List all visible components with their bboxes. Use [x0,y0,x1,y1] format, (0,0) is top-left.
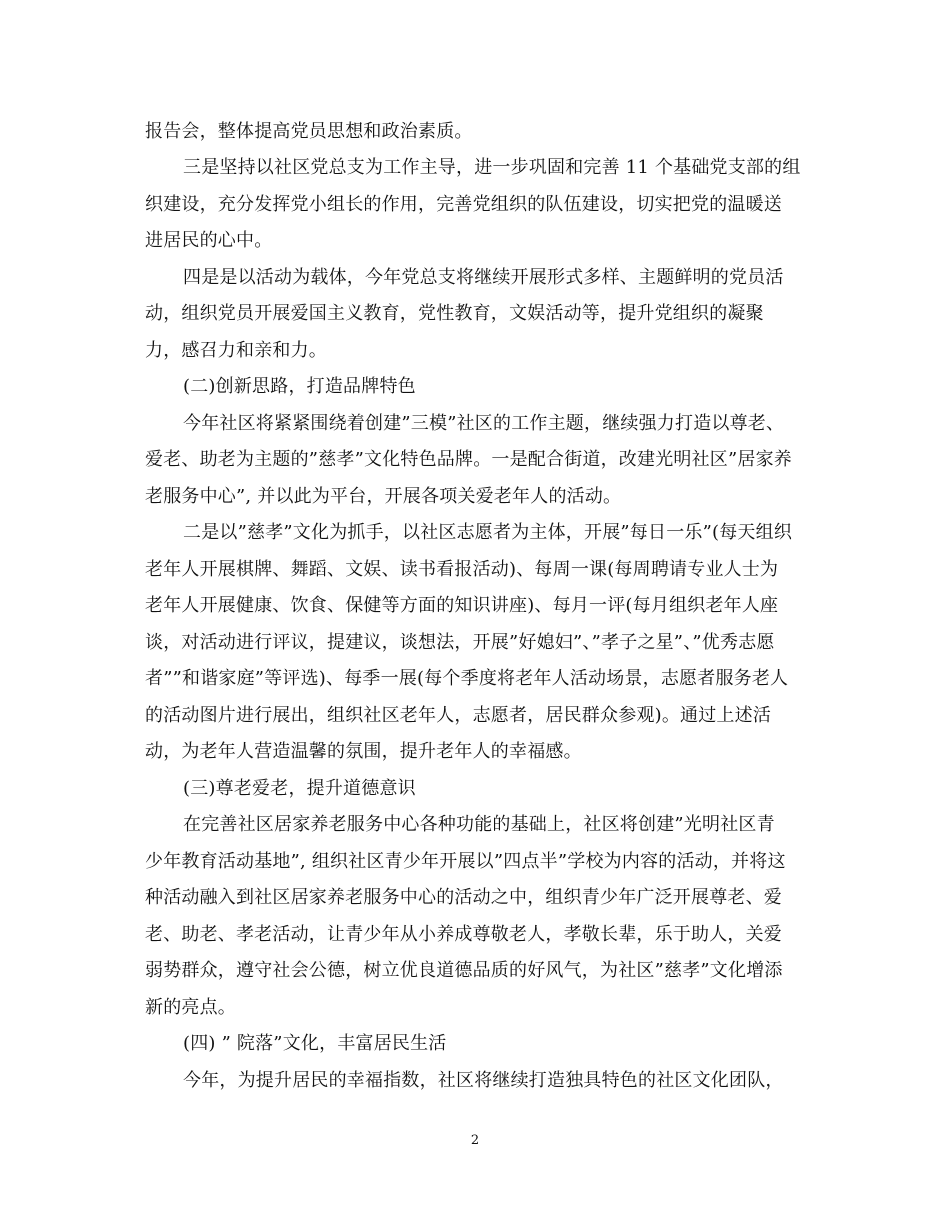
text-line: 老年人开展棋牌、舞蹈、文娱、读书看报活动)、每周一课(每周聘请专业人士为 [145,559,779,580]
text-line: 今年社区将紧紧围绕着创建”三模”社区的工作主题，继续强力打造以尊老、 [183,413,785,434]
text-line: 的活动图片进行展出，组织社区老年人，志愿者，居民群众参观)。通过上述活 [145,705,772,726]
text-line: 者””和谐家庭”等评选)、每季一展(每个季度将老年人活动场景，志愿者服务老人 [145,668,789,689]
text-line: 少年教育活动基地”, 组织社区青少年开展以”四点半”学校为内容的活动，并将这 [145,851,786,872]
text-line: 动，组织党员开展爱国主义教育，党性教育，文娱活动等，提升党组织的凝聚 [145,303,764,324]
text-line: 老年人开展健康、饮食、保健等方面的知识讲座)、每月一评(每月组织老年人座 [145,595,779,616]
text-line: 谈，对活动进行评议，提建议，谈想法，开展”好媳妇”、”孝子之星”、”优秀志愿 [145,632,775,653]
text-line: 织建设，充分发挥党小组长的作用，完善党组织的队伍建设，切实把党的温暖送 [145,194,782,215]
text-line: 老服务中心”, 并以此为平台，开展各项关爱老年人的活动。 [145,486,622,507]
text-line: 力，感召力和亲和力。 [145,340,327,361]
text-line: 种活动融入到社区居家养老服务中心的活动之中，组织青少年广泛开展尊老、爱 [145,887,782,908]
text-line: 进居民的心中。 [145,230,273,251]
section-heading: (二)创新思路，打造品牌特色 [183,376,416,397]
text-line: 四是是以活动为载体，今年党总支将继续开展形式多样、主题鲜明的党员活 [183,267,784,288]
text-line: 弱势群众，遵守社会公德，树立优良道德品质的好风气，为社区”慈孝”文化增添 [145,960,783,981]
text-line: 老、助老、孝老活动，让青少年从小养成尊敬老人，孝敬长辈，乐于助人，关爱 [145,924,782,945]
text-line: 报告会，整体提高党员思想和政治素质。 [145,121,473,142]
text-line: 二是以”慈孝”文化为抓手，以社区志愿者为主体，开展”每日一乐”(每天组织 [183,522,793,543]
text-line: 在完善社区居家养老服务中心各种功能的基础上，社区将创建”光明社区青 [183,814,775,835]
text-line: 新的亮点。 [145,997,236,1018]
section-heading: (三)尊老爱老，提升道德意识 [183,778,416,799]
text-line: 三是坚持以社区党总支为工作主导，进一步巩固和完善 11 个基础党支部的组 [183,157,801,178]
text-line: 爱老、助老为主题的”慈孝”文化特色品牌。一是配合街道，改建光明社区”居家养 [145,449,793,470]
text-line: 今年，为提升居民的幸福指数，社区将继续打造独具特色的社区文化团队， [183,1070,784,1091]
section-heading: (四) ” 院落”文化，丰富居民生活 [183,1033,447,1054]
page-number: 2 [470,1133,480,1148]
text-line: 动，为老年人营造温馨的氛围，提升老年人的幸福感。 [145,741,582,762]
